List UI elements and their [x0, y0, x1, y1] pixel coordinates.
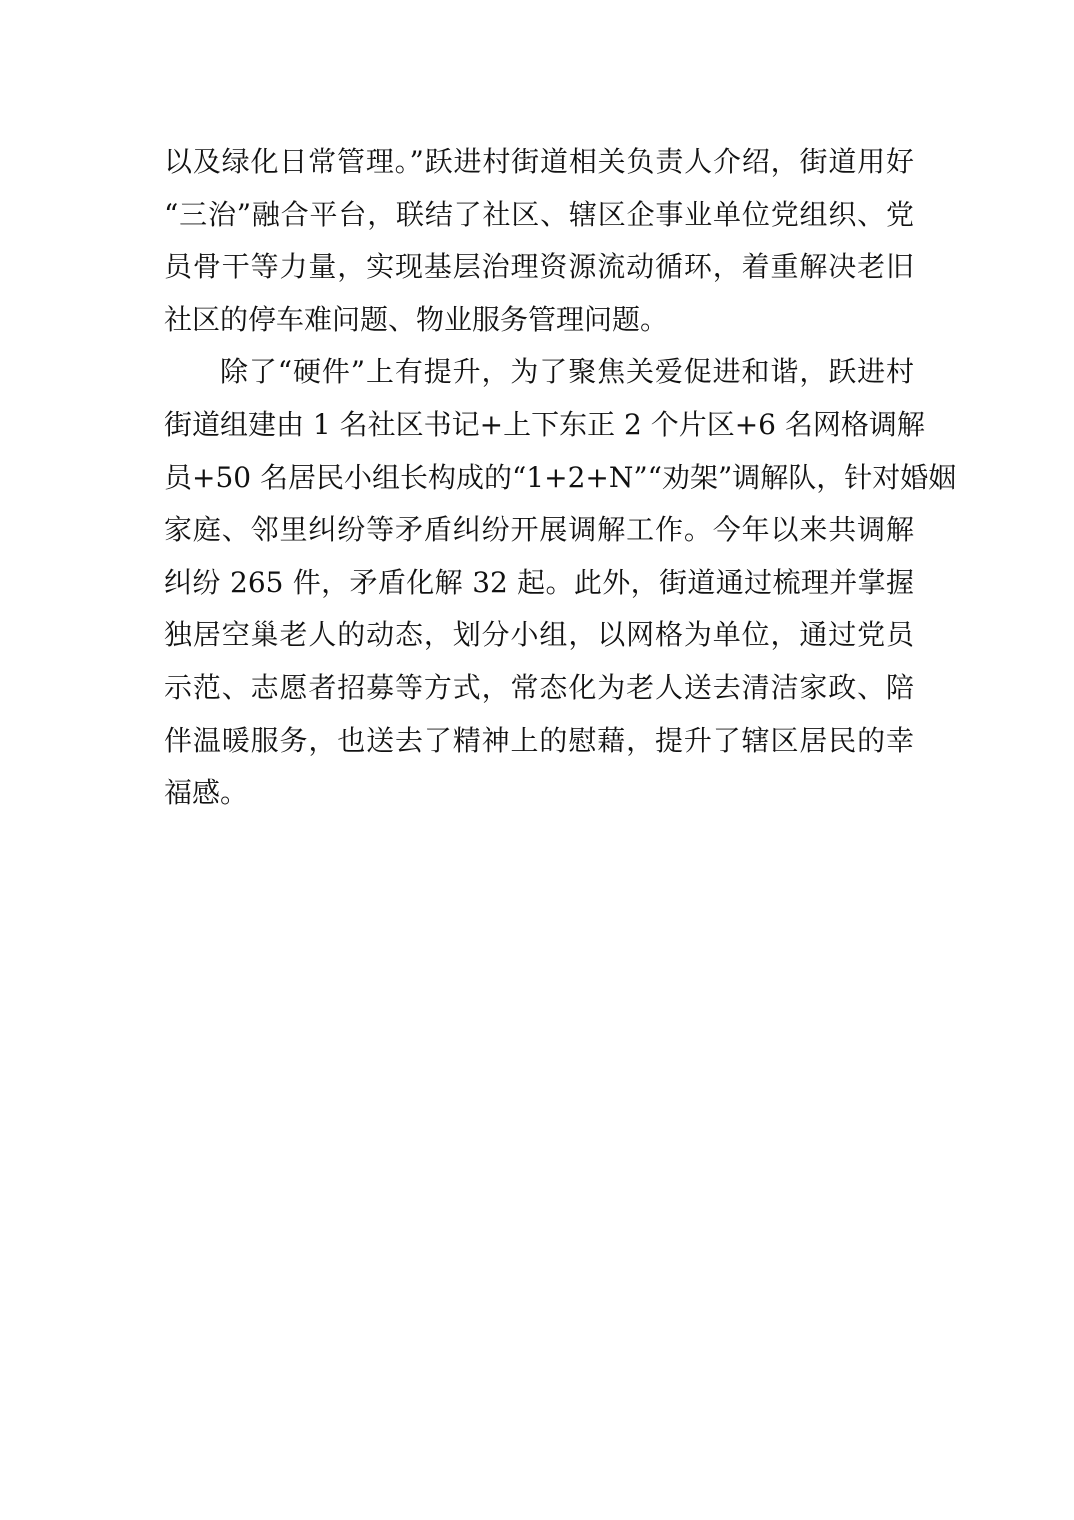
paragraph-line: 家庭、邻里纠纷等矛盾纠纷开展调解工作。今年以来共调解 — [164, 513, 914, 547]
paragraph-line: 伴温暖服务，也送去了精神上的慰藉，提升了辖区居民的幸 — [164, 723, 914, 757]
body-text — [164, 136, 957, 820]
paragraph-line: 员+50 名居民小组长构成的“1+2+N”“劝架”调解队，针对婚姻 — [164, 460, 957, 494]
paragraph-line: 示范、志愿者招募等方式，常态化为老人送去清洁家政、陪 — [164, 670, 914, 704]
paragraph-line: 街道组建由 1 名社区书记+上下东正 2 个片区+6 名网格调解 — [164, 407, 925, 441]
paragraph-line: 除了“硬件”上有提升，为了聚焦关爱促进和谐，跃进村 — [220, 355, 914, 389]
paragraph-line: 纠纷 265 件，矛盾化解 32 起。此外，街道通过梳理并掌握 — [164, 565, 914, 599]
paragraph-line: 社区的停车难问题、物业服务管理问题。 — [164, 302, 669, 336]
paragraph-line: 员骨干等力量，实现基层治理资源流动循环，着重解决老旧 — [164, 250, 914, 284]
paragraph-1 — [164, 136, 914, 346]
paragraph-2 — [164, 346, 957, 819]
paragraph-line: 以及绿化日常管理。”跃进村街道相关负责人介绍，街道用好 — [164, 145, 914, 178]
paragraph-line: 福感。 — [164, 776, 249, 810]
paragraph-line: “三治”融合平台，联结了社区、辖区企事业单位党组织、党 — [164, 197, 914, 231]
paragraph-line: 独居空巢老人的动态，划分小组，以网格为单位，通过党员 — [164, 618, 914, 652]
